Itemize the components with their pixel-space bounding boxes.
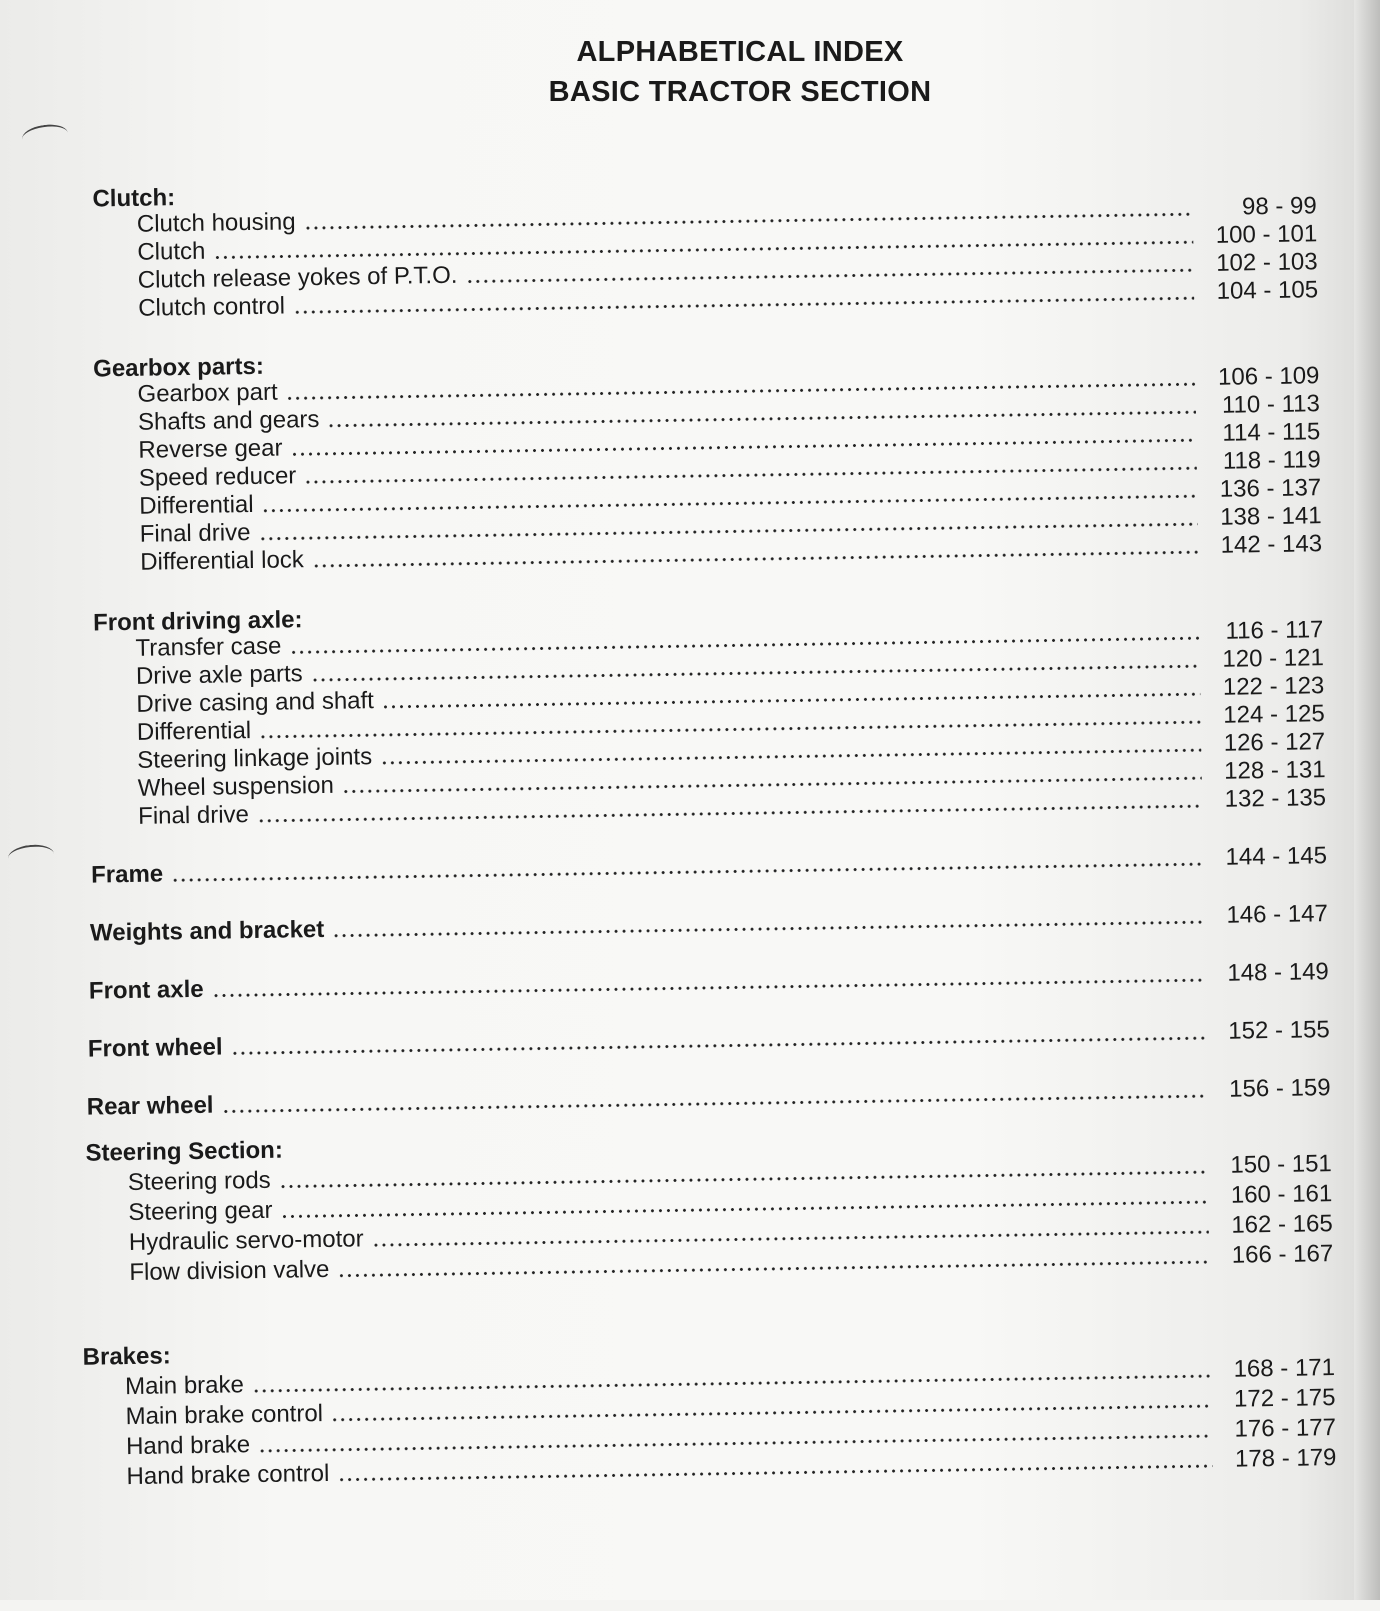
entry-label: Shafts and gears (137, 405, 320, 436)
entry-pages: 120 - 121 (1222, 644, 1325, 673)
entry-label: Hand brake (125, 1431, 251, 1461)
entry-label: Drive casing and shaft (136, 687, 375, 718)
entry-label: Steering linkage joints (137, 743, 373, 774)
entry-label: Main brake (124, 1371, 245, 1401)
dot-leader (212, 978, 1205, 998)
entry-pages: 136 - 137 (1219, 474, 1322, 503)
entry-pages: 122 - 123 (1222, 672, 1325, 701)
entry-pages: 142 - 143 (1220, 530, 1323, 559)
entry-label: Weights and bracket (89, 915, 325, 947)
heading-front-driving-axle: Front driving axle: (92, 606, 303, 637)
dot-leader (171, 862, 1203, 882)
entry-label: Steering rods (127, 1166, 271, 1197)
entry-pages: 102 - 103 (1216, 248, 1318, 277)
index-entry-weights (90, 900, 1328, 947)
entry-label: Wheel suspension (137, 771, 335, 802)
entry-label: Steering gear (128, 1196, 273, 1227)
entry-pages: 118 - 119 (1222, 446, 1321, 475)
heading-clutch: Clutch: (92, 184, 176, 213)
entry-pages: 156 - 159 (1228, 1074, 1331, 1103)
dot-leader (293, 296, 1194, 314)
entry-pages: 172 - 175 (1233, 1384, 1336, 1413)
dot-leader (337, 1260, 1209, 1278)
entry-pages: 152 - 155 (1228, 1016, 1330, 1045)
dot-leader (231, 1036, 1206, 1055)
entry-pages: 138 - 141 (1219, 502, 1322, 531)
entry-label: Hand brake control (126, 1459, 330, 1491)
entry-pages: 106 - 109 (1217, 362, 1320, 391)
entry-pages: 168 - 171 (1233, 1354, 1336, 1383)
index-entry-frame (91, 842, 1327, 889)
dot-leader (337, 1464, 1212, 1482)
entry-pages: 148 - 149 (1227, 958, 1329, 987)
entry-label: Flow division valve (129, 1255, 330, 1287)
entry-pages: 144 - 145 (1225, 842, 1328, 871)
index-entry-front-axle (89, 958, 1329, 1005)
dot-leader (332, 920, 1204, 938)
index-title: ALPHABETICAL INDEX (576, 36, 904, 68)
entry-pages: 98 - 99 (1241, 192, 1317, 221)
index-entry-front-wheel (88, 1016, 1330, 1064)
entry-label: Main brake control (125, 1399, 324, 1431)
heading-steering: Steering Section: (85, 1136, 284, 1167)
entry-pages: 176 - 177 (1234, 1414, 1337, 1443)
dot-leader (222, 1094, 1207, 1113)
entry-pages: 128 - 131 (1223, 756, 1326, 785)
entry-label: Front axle (88, 975, 204, 1005)
entry-label: Hydraulic servo-motor (128, 1225, 364, 1257)
entry-label: Differential (136, 717, 252, 746)
entry-pages: 132 - 135 (1224, 784, 1327, 813)
dot-leader (257, 804, 1202, 823)
entry-pages: 166 - 167 (1231, 1240, 1334, 1269)
entry-label: Reverse gear (138, 434, 283, 464)
entry-label: Clutch (137, 237, 206, 266)
entry-label: Clutch control (137, 292, 286, 322)
entry-pages: 110 - 113 (1221, 390, 1321, 419)
entry-pages: 146 - 147 (1226, 900, 1329, 929)
entry-pages: 114 - 115 (1222, 418, 1321, 447)
entry-label: Frame (90, 860, 164, 889)
entry-pages: 100 - 101 (1215, 220, 1318, 249)
entry-label: Final drive (139, 519, 251, 548)
entry-pages: 124 - 125 (1223, 700, 1325, 729)
section-title: BASIC TRACTOR SECTION (548, 76, 932, 108)
entry-label: Gearbox part (137, 378, 278, 408)
entry-label: Transfer case (135, 632, 282, 662)
entry-label: Speed reducer (138, 462, 297, 492)
entry-label: Clutch release yokes of P.T.O. (137, 261, 458, 294)
entry-label: Rear wheel (86, 1091, 214, 1121)
heading-gearbox: Gearbox parts: (92, 352, 265, 383)
entry-label: Front wheel (87, 1033, 223, 1063)
entry-pages: 126 - 127 (1223, 728, 1326, 757)
heading-brakes: Brakes: (82, 1342, 171, 1371)
entry-label: Differential lock (139, 546, 305, 576)
entry-pages: 150 - 151 (1230, 1150, 1333, 1179)
entry-pages: 160 - 161 (1230, 1180, 1333, 1209)
index-entry-rear-wheel (87, 1074, 1331, 1122)
dot-leader (312, 550, 1198, 568)
entry-pages: 116 - 117 (1225, 616, 1324, 645)
entry-pages: 162 - 165 (1231, 1210, 1333, 1239)
entry-label: Differential (139, 490, 254, 520)
entry-pages: 104 - 105 (1216, 276, 1319, 305)
entry-label: Final drive (137, 801, 250, 830)
entry-label: Clutch housing (136, 208, 296, 238)
entry-label: Drive axle parts (135, 660, 303, 690)
entry-pages: 178 - 179 (1234, 1444, 1337, 1473)
